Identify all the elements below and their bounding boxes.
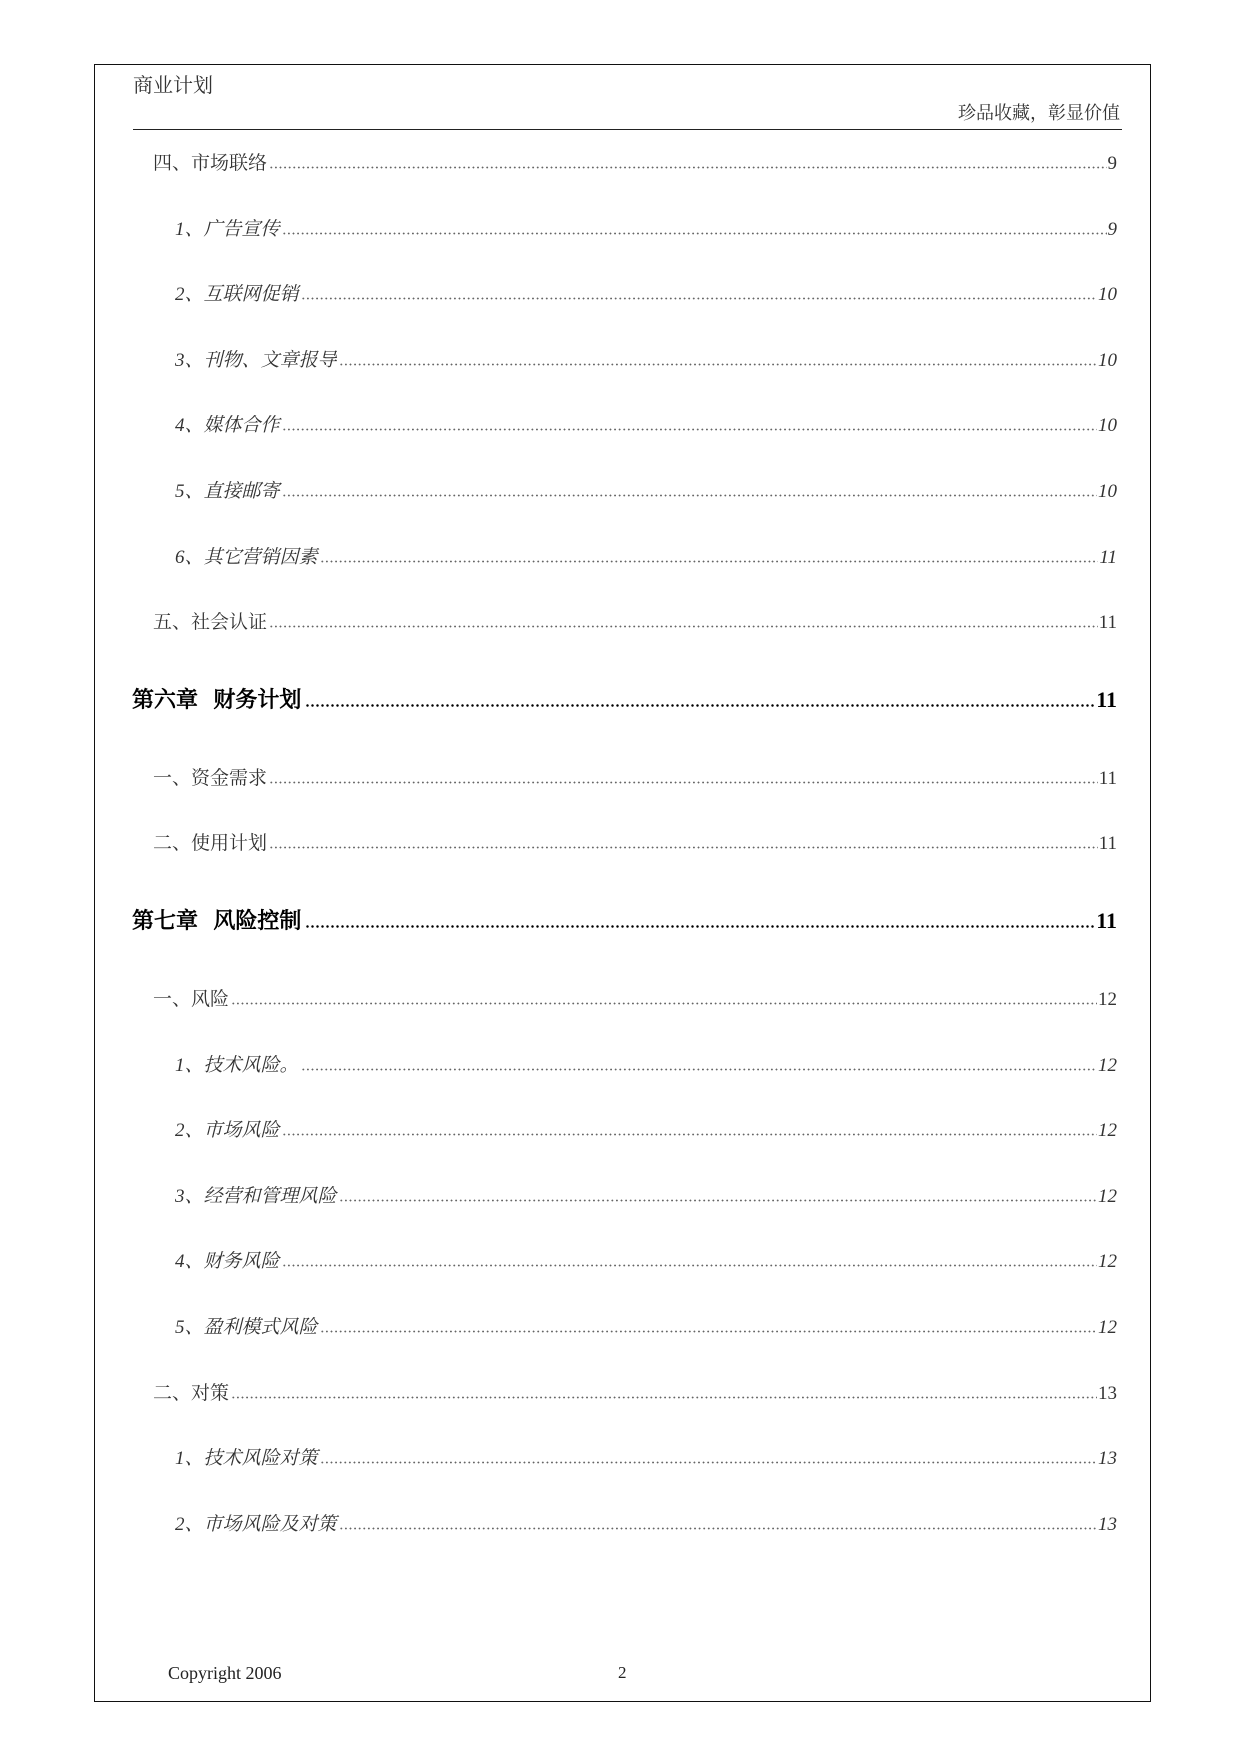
toc-entry-label: 二、对策 (153, 1382, 230, 1404)
toc-entry-page: 12 (1098, 1185, 1117, 1207)
toc-chapter-label: 第七章 风险控制 (132, 907, 302, 933)
toc-entry-label: 一、资金需求 (153, 767, 268, 789)
toc-entry[interactable] (132, 1426, 1117, 1492)
toc-entry-label: 4、媒体合作 (175, 415, 280, 437)
toc-entry[interactable] (132, 1164, 1117, 1230)
toc-entry-page: 10 (1098, 284, 1117, 306)
toc-chapter-page: 11 (1096, 686, 1117, 712)
header-divider (133, 129, 1122, 130)
toc-entry-label: 二、使用计划 (153, 833, 268, 855)
toc-entry-page: 9 (1107, 218, 1117, 240)
toc-entry-page: 11 (1098, 767, 1117, 789)
table-of-contents (132, 131, 1117, 1557)
toc-leader-dots (339, 1199, 1097, 1202)
toc-leader-dots (269, 781, 1098, 784)
toc-entry-page: 10 (1098, 349, 1117, 371)
toc-entry-page: 10 (1098, 480, 1117, 502)
toc-entry-page: 12 (1098, 1054, 1117, 1076)
toc-chapter-page: 11 (1096, 907, 1117, 933)
toc-entry-page: 12 (1098, 1316, 1117, 1338)
toc-leader-dots (269, 625, 1098, 628)
toc-leader-dots (269, 846, 1098, 849)
toc-entry-label: 3、经营和管理风险 (175, 1185, 337, 1207)
toc-leader-dots (339, 1527, 1097, 1530)
toc-entry-label: 1、技术风险。 (175, 1054, 299, 1076)
toc-leader-dots (320, 1330, 1097, 1333)
toc-entry[interactable] (132, 1229, 1117, 1295)
toc-entry[interactable] (132, 1295, 1117, 1361)
toc-entry[interactable] (132, 197, 1117, 263)
footer-copyright: Copyright 2006 (168, 1663, 282, 1683)
toc-leader-dots (282, 428, 1097, 431)
toc-entry-page: 10 (1098, 415, 1117, 437)
toc-entry[interactable] (132, 393, 1117, 459)
toc-entry-page: 11 (1098, 612, 1117, 634)
toc-entry-label: 5、盈利模式风险 (175, 1316, 318, 1338)
toc-leader-dots (320, 1461, 1097, 1464)
toc-entry-page: 11 (1098, 833, 1117, 855)
toc-entry[interactable] (132, 1098, 1117, 1164)
toc-entry-page: 13 (1098, 1448, 1117, 1470)
toc-entry[interactable] (132, 967, 1117, 1033)
toc-entry[interactable] (132, 1033, 1117, 1099)
toc-entry-label: 6、其它营销因素 (175, 546, 318, 568)
toc-leader-dots (269, 166, 1106, 169)
toc-entry-label: 五、社会认证 (153, 612, 268, 634)
toc-entry-page: 12 (1098, 988, 1117, 1010)
toc-leader-dots (282, 1264, 1097, 1267)
toc-leader-dots (282, 494, 1097, 497)
toc-entry-label: 四、市场联络 (153, 153, 268, 174)
footer-page-number: 2 (618, 1663, 627, 1682)
toc-leader-dots (282, 1133, 1097, 1136)
toc-entry-label: 1、技术风险对策 (175, 1448, 318, 1470)
toc-entry-label: 5、直接邮寄 (175, 480, 280, 502)
header-tagline: 珍品收藏，彰显价值 (958, 103, 1120, 123)
toc-entry[interactable] (132, 131, 1117, 197)
toc-entry-label: 1、广告宣传 (175, 218, 280, 240)
toc-entry-page: 13 (1098, 1382, 1117, 1404)
toc-leader-dots (301, 1068, 1097, 1071)
toc-leader-dots (301, 297, 1097, 300)
toc-entry[interactable] (132, 746, 1117, 812)
toc-entry-label: 2、市场风险 (175, 1120, 280, 1142)
toc-chapter-entry[interactable] (132, 877, 1117, 967)
toc-entry-label: 3、刊物、文章报导 (175, 349, 337, 371)
toc-entry-page: 9 (1107, 153, 1117, 174)
toc-leader-dots (305, 704, 1095, 707)
toc-entry-label: 一、风险 (153, 988, 230, 1010)
toc-entry-label: 4、财务风险 (175, 1251, 280, 1273)
toc-entry-page: 12 (1098, 1120, 1117, 1142)
toc-chapter-entry[interactable] (132, 656, 1117, 746)
toc-entry[interactable] (132, 1492, 1117, 1558)
toc-entry[interactable] (132, 525, 1117, 591)
toc-leader-dots (282, 232, 1107, 235)
toc-entry[interactable] (132, 1361, 1117, 1427)
toc-entry[interactable] (132, 459, 1117, 525)
toc-leader-dots (231, 1396, 1097, 1399)
toc-leader-dots (320, 560, 1099, 563)
toc-entry[interactable] (132, 811, 1117, 877)
toc-entry-label: 2、市场风险及对策 (175, 1513, 337, 1535)
toc-entry-page: 12 (1098, 1251, 1117, 1273)
toc-entry[interactable] (132, 328, 1117, 394)
toc-chapter-label: 第六章 财务计划 (132, 686, 302, 712)
toc-entry-page: 13 (1098, 1513, 1117, 1535)
header-title: 商业计划 (133, 75, 213, 97)
toc-entry-page: 11 (1099, 546, 1117, 568)
toc-leader-dots (305, 925, 1095, 928)
toc-entry-label: 2、互联网促销 (175, 284, 299, 306)
toc-leader-dots (339, 363, 1097, 366)
toc-leader-dots (231, 1002, 1097, 1005)
toc-entry[interactable] (132, 262, 1117, 328)
toc-entry[interactable] (132, 590, 1117, 656)
